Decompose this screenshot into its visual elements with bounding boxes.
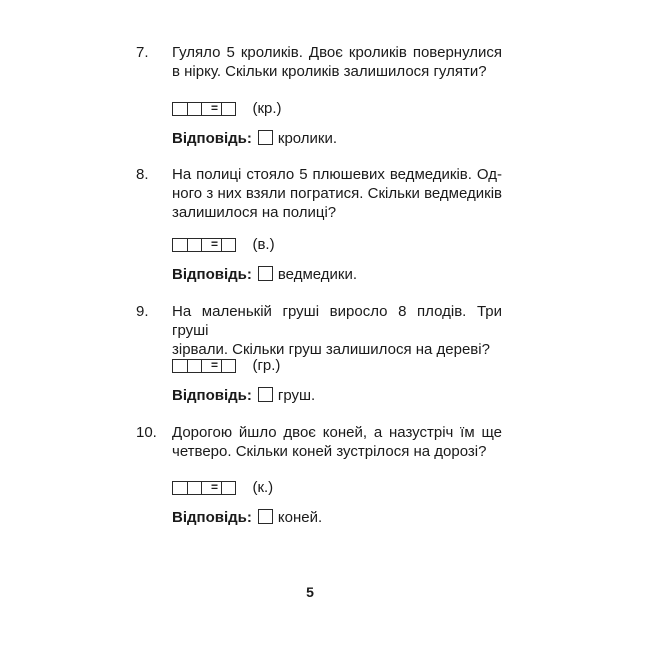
answer-label: Відповідь: (172, 509, 252, 526)
answer-row (172, 387, 315, 405)
answer-box[interactable] (258, 509, 273, 524)
problem-text-line: ного з них взяли погратися. Скільки ведмедиків (172, 185, 502, 202)
problem-text-line: Дорогою йшло двоє коней, а назустріч їм ще (172, 424, 502, 441)
problem-text-line: Гуляло 5 кроликів. Двоє кроликів повернулися (172, 44, 502, 61)
equals-sign: = (211, 100, 219, 115)
equation-input-boxes[interactable] (172, 481, 236, 495)
equation-row (172, 357, 280, 373)
problem-number: 9. (136, 303, 149, 320)
equals-sign: = (211, 357, 219, 372)
unit-label: (гр.) (252, 357, 281, 375)
problem-text-line: в нірку. Скільки кроликів залишилося гуляти? (172, 63, 487, 80)
answer-row (172, 130, 337, 148)
problem-number: 10. (136, 424, 157, 441)
equation-row (172, 479, 273, 495)
answer-label: Відповідь: (172, 387, 252, 404)
problem-text (172, 43, 502, 81)
unit-label: (кр.) (252, 100, 282, 118)
equation-input-boxes[interactable] (172, 102, 236, 116)
equation-input-boxes[interactable] (172, 359, 236, 373)
equation-input-boxes[interactable] (172, 238, 236, 252)
unit-label: (к.) (252, 479, 274, 497)
problem-number: 8. (136, 166, 149, 183)
answer-row (172, 509, 322, 527)
problem-text-line: На полиці стояло 5 плюшевих ведмедиків. Од- (172, 166, 502, 183)
problem-text-line: четверо. Скільки коней зустрілося на дорозі? (172, 443, 487, 460)
answer-box[interactable] (258, 266, 273, 281)
page-number: 5 (306, 584, 314, 600)
unit-label: (в.) (252, 236, 275, 254)
problem-text-line: зірвали. Скільки груш залишилося на дереві? (172, 341, 490, 358)
equation-row (172, 100, 282, 116)
answer-box[interactable] (258, 130, 273, 145)
equals-sign: = (211, 479, 219, 494)
answer-word: коней. (277, 509, 323, 526)
answer-word: ведмедики. (277, 266, 358, 283)
answer-label: Відповідь: (172, 130, 252, 147)
problem-text-line: залишилося на полиці? (172, 204, 337, 221)
answer-label: Відповідь: (172, 266, 252, 283)
answer-row (172, 266, 357, 284)
answer-box[interactable] (258, 387, 273, 402)
answer-word: груш. (277, 387, 316, 404)
equals-sign: = (211, 236, 219, 251)
problem-text (172, 302, 502, 359)
problem-text (172, 165, 502, 222)
answer-word: кролики. (277, 130, 338, 147)
problem-text (172, 423, 502, 461)
problem-number: 7. (136, 44, 149, 61)
problem-text-line: На маленькій груші виросло 8 плодів. Три груші (172, 303, 502, 339)
equation-row (172, 236, 275, 252)
